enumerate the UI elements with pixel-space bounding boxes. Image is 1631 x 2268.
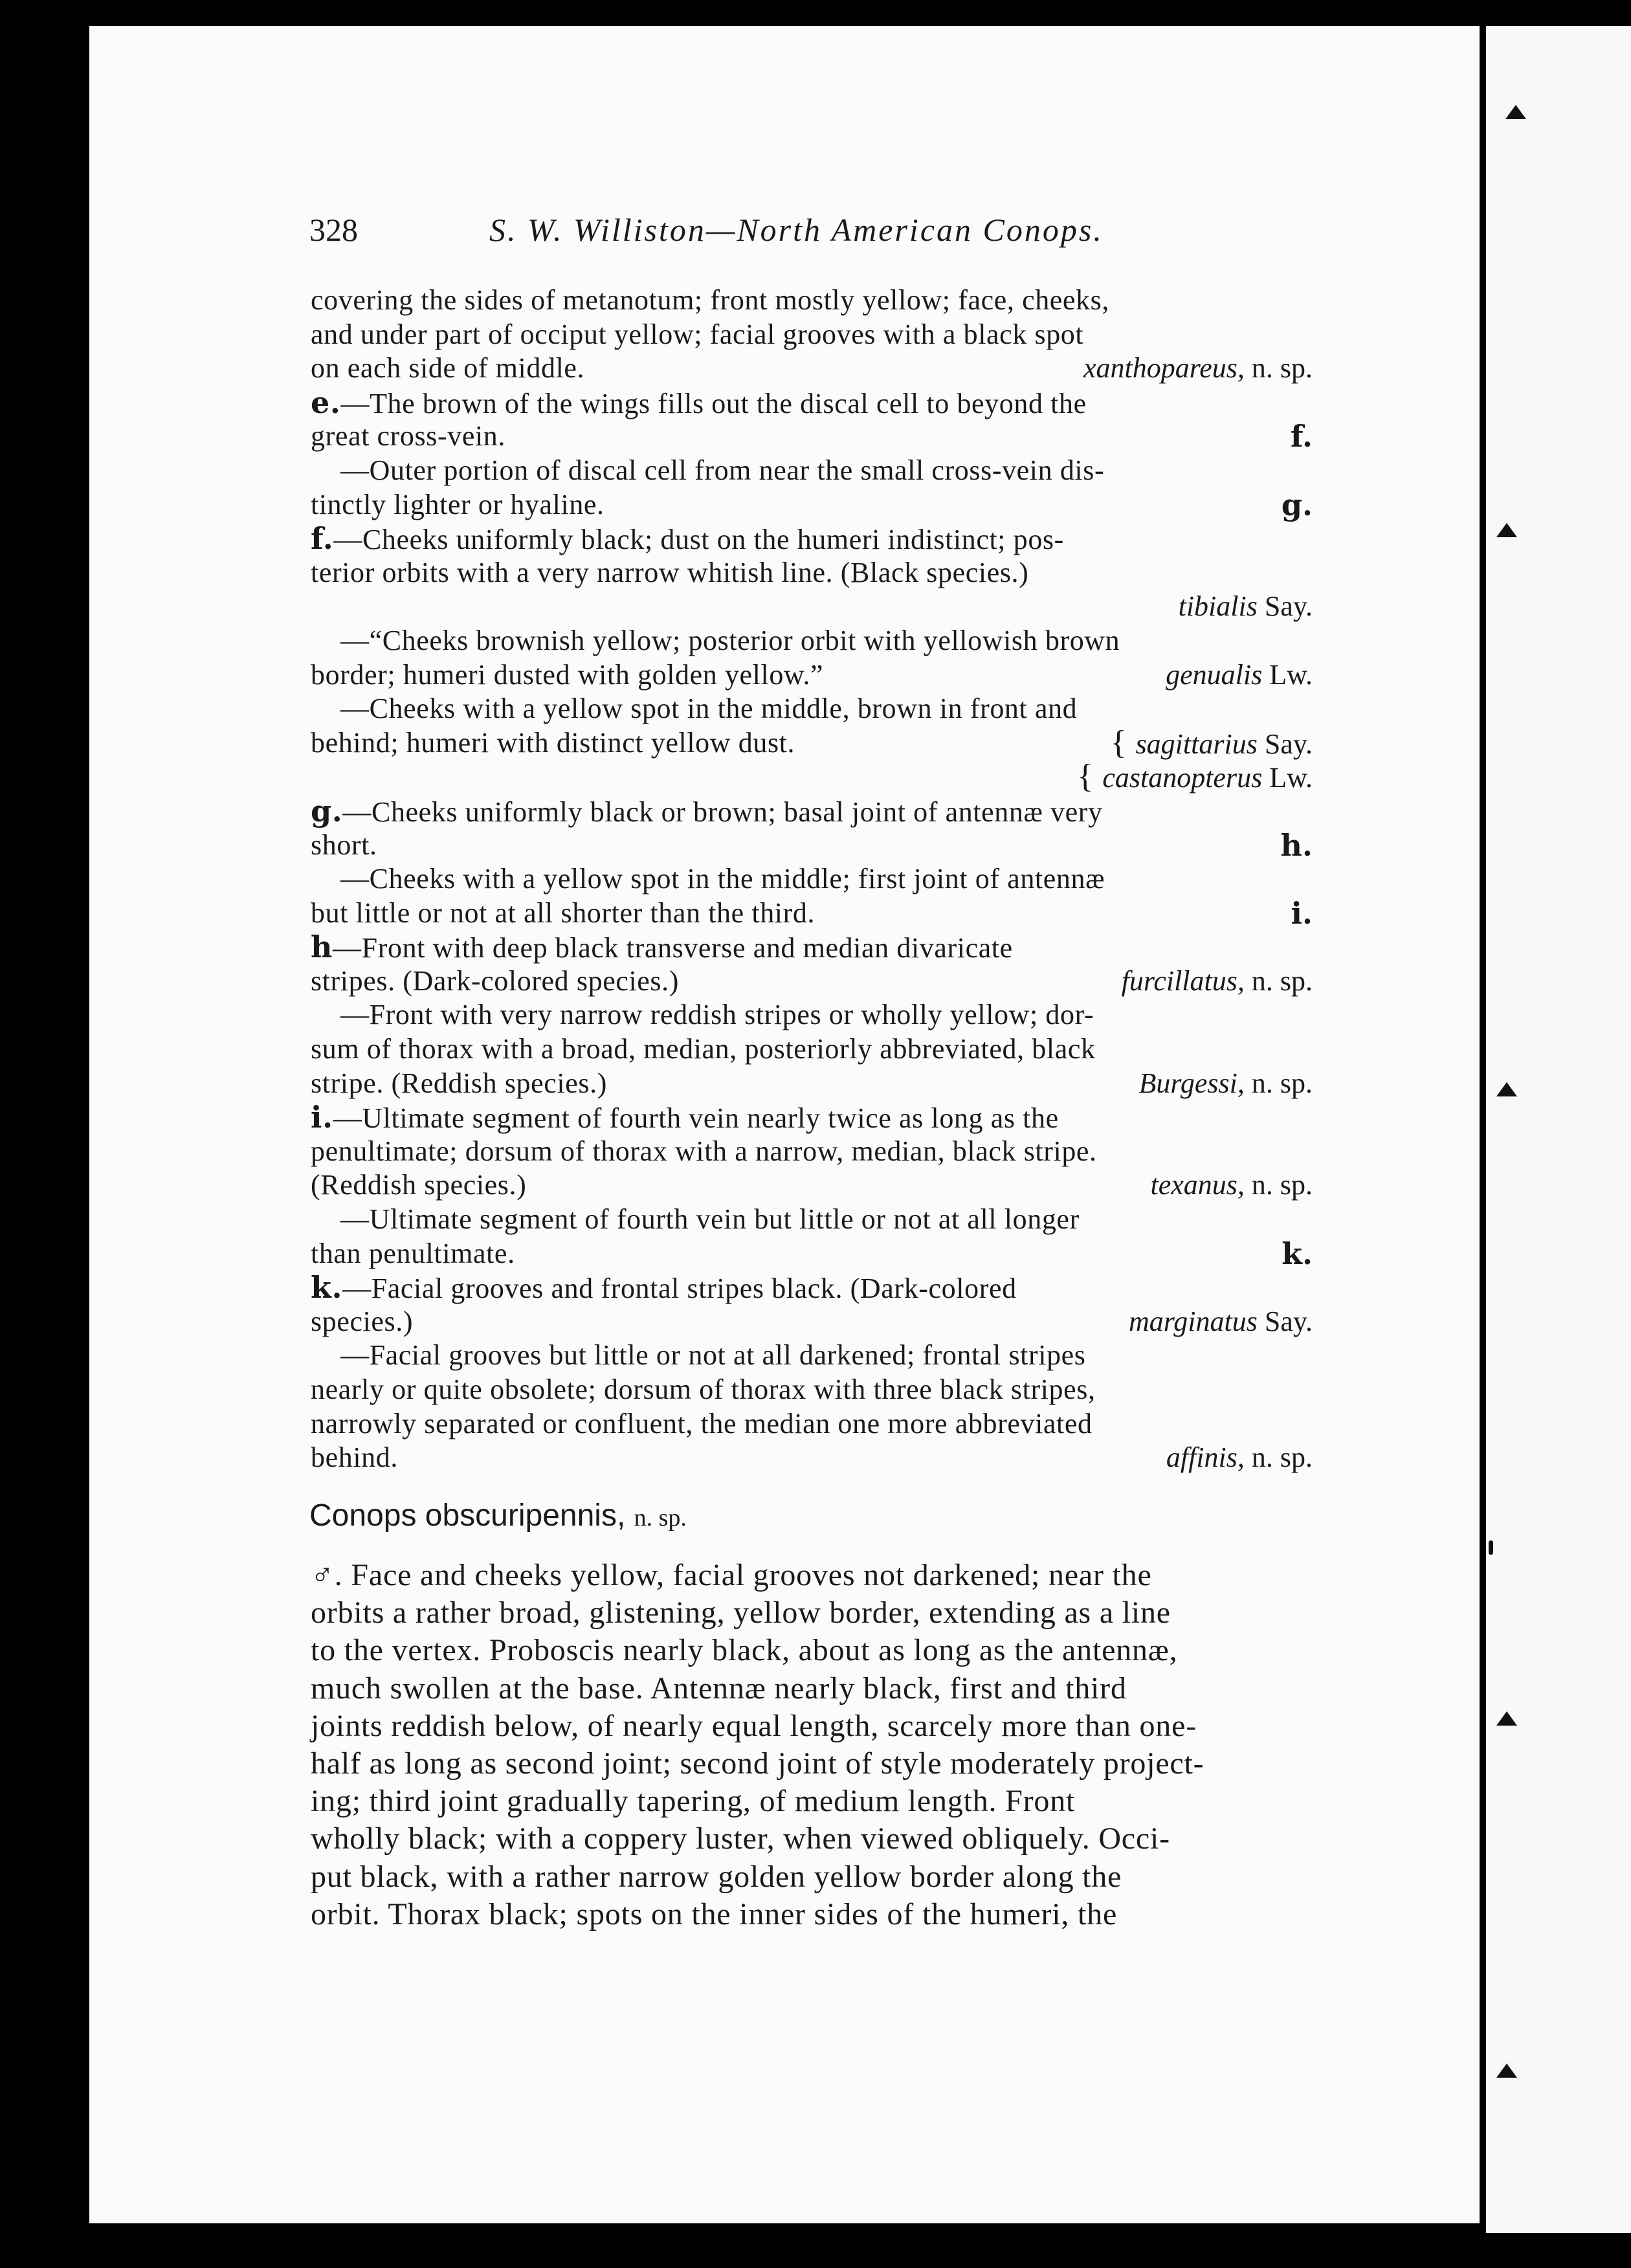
key-line-result bbox=[1129, 1305, 1313, 1339]
description-line bbox=[311, 1707, 1313, 1745]
key-line-text bbox=[311, 1100, 1059, 1136]
key-line bbox=[311, 1203, 1313, 1237]
key-line-result bbox=[1291, 419, 1313, 455]
key-line bbox=[311, 1032, 1313, 1067]
key-target-label: g. bbox=[1281, 487, 1313, 522]
key-line bbox=[311, 760, 1313, 794]
key-line-result bbox=[1166, 1441, 1313, 1475]
key-line bbox=[311, 590, 1313, 624]
description-line-text: ing; third joint gradually tapering, of medium length. Front bbox=[311, 1784, 1076, 1819]
key-line-body: —“Cheeks brownish yellow; posterior orbit with yellowish brown bbox=[340, 624, 1120, 656]
description-line-text: orbit. Thorax black; spots on the inner sides of the humeri, the bbox=[311, 1896, 1118, 1931]
key-line-text bbox=[311, 1237, 515, 1271]
species-name: Conops obscuripennis, bbox=[309, 1498, 626, 1533]
key-line-result bbox=[1139, 1067, 1313, 1101]
key-line-body: than penultimate. bbox=[311, 1237, 515, 1269]
key-line-body: —Cheeks with a yellow spot in the middle; first joint of antennæ bbox=[340, 863, 1105, 895]
key-line-body: and under part of occiput yellow; facial grooves with a black spot bbox=[311, 318, 1084, 350]
key-line-body: —Outer portion of discal cell from near the small cross-vein dis- bbox=[340, 454, 1105, 486]
running-title: S. W. Williston—North American Conops. bbox=[489, 212, 1104, 248]
key-line-text bbox=[311, 658, 823, 693]
key-line bbox=[311, 1237, 1313, 1271]
description-line-text: half as long as second joint; second joint of style moderately project- bbox=[311, 1746, 1204, 1781]
key-line bbox=[311, 862, 1313, 896]
key-target-label: k. bbox=[1282, 1236, 1313, 1271]
description-line bbox=[311, 1896, 1313, 1933]
key-line-text bbox=[311, 1271, 1017, 1306]
key-line bbox=[311, 1339, 1313, 1373]
key-line bbox=[311, 1135, 1313, 1169]
key-line-text bbox=[311, 351, 584, 386]
brace-glyph: { bbox=[1110, 724, 1127, 761]
key-line-body: —Front with very narrow reddish stripes or wholly yellow; dor- bbox=[340, 999, 1094, 1031]
key-line bbox=[311, 1271, 1313, 1305]
key-line bbox=[311, 1168, 1313, 1203]
key-line-text bbox=[311, 488, 605, 522]
description-line bbox=[311, 1594, 1313, 1632]
species-reference: sagittarius Say. bbox=[1135, 728, 1313, 760]
key-line bbox=[311, 828, 1313, 863]
key-line-text bbox=[311, 1135, 1097, 1169]
key-line bbox=[311, 522, 1313, 556]
key-line bbox=[311, 488, 1313, 522]
key-line bbox=[311, 556, 1313, 590]
key-line-body: behind; humeri with distinct yellow dust. bbox=[311, 726, 795, 759]
key-line bbox=[311, 726, 1313, 761]
key-line-result bbox=[1083, 351, 1313, 386]
key-line-body: species.) bbox=[311, 1305, 414, 1337]
key-line-body: —Facial grooves and frontal stripes black. (Dark-colored bbox=[342, 1273, 1017, 1305]
key-line bbox=[311, 930, 1313, 964]
key-line-body: —Ultimate segment of fourth vein nearly twice as long as the bbox=[333, 1102, 1059, 1135]
key-line-body: —Cheeks uniformly black; dust on the humeri indistinct; pos- bbox=[333, 524, 1064, 556]
margin-mark-icon bbox=[1496, 1082, 1517, 1096]
page-number: 328 bbox=[309, 212, 358, 248]
description-line bbox=[311, 1557, 1313, 1594]
key-line-result bbox=[1281, 828, 1313, 864]
key-line-text bbox=[340, 862, 1105, 896]
species-reference: affinis, n. sp. bbox=[1166, 1441, 1313, 1474]
key-line-body: —Cheeks uniformly black or brown; basal joint of antennæ very bbox=[342, 795, 1103, 828]
species-reference: furcillatus, n. sp. bbox=[1121, 964, 1313, 997]
description-line bbox=[311, 1745, 1313, 1783]
key-line-body: —The brown of the wings fills out the discal cell to beyond the bbox=[340, 387, 1087, 419]
key-line-body: tinctly lighter or hyaline. bbox=[311, 488, 605, 520]
key-couplet-label: i. bbox=[311, 1100, 333, 1135]
description-line-text: orbits a rather broad, glistening, yellow border, extending as a line bbox=[311, 1595, 1171, 1630]
key-line-text bbox=[311, 1032, 1096, 1067]
key-line-text bbox=[311, 794, 1103, 830]
key-line-result bbox=[1282, 488, 1313, 524]
key-line-result bbox=[1282, 1237, 1313, 1273]
species-reference: genualis Lw. bbox=[1166, 658, 1313, 691]
key-line-body: (Reddish species.) bbox=[311, 1169, 527, 1201]
species-reference: texanus, n. sp. bbox=[1150, 1169, 1313, 1201]
key-line bbox=[311, 386, 1313, 420]
key-line-text bbox=[311, 1407, 1093, 1441]
key-line bbox=[311, 896, 1313, 931]
description-line bbox=[311, 1858, 1313, 1896]
key-line bbox=[311, 692, 1313, 726]
key-line bbox=[311, 284, 1313, 318]
key-couplet-label: f. bbox=[311, 521, 334, 557]
key-line bbox=[311, 1407, 1313, 1441]
key-couplet-label: e. bbox=[311, 384, 341, 420]
key-line-body: penultimate; dorsum of thorax with a narrow, median, black stripe. bbox=[311, 1135, 1097, 1167]
species-suffix: n. sp. bbox=[634, 1504, 687, 1531]
key-line bbox=[311, 624, 1313, 658]
key-line-result bbox=[1291, 896, 1313, 932]
key-line-text bbox=[311, 1441, 398, 1475]
key-line-text bbox=[311, 284, 1109, 318]
description-line bbox=[311, 1783, 1313, 1820]
key-target-label: f. bbox=[1290, 419, 1313, 454]
description-line bbox=[311, 1670, 1313, 1707]
key-line bbox=[311, 964, 1313, 999]
key-line-result bbox=[1111, 726, 1313, 762]
key-line-text bbox=[311, 828, 377, 863]
key-line-text bbox=[311, 930, 1013, 966]
description-line-text: to the vertex. Proboscis nearly black, about as long as the antennæ, bbox=[311, 1633, 1178, 1668]
key-line-result bbox=[1166, 658, 1313, 693]
running-head bbox=[309, 210, 1345, 249]
description-line-text: joints reddish below, of nearly equal length, scarcely more than one- bbox=[311, 1708, 1197, 1743]
description-line bbox=[311, 1820, 1313, 1858]
margin-mark-icon bbox=[1496, 1711, 1517, 1726]
key-line-body: —Facial grooves but little or not at all darkened; frontal stripes bbox=[340, 1339, 1086, 1372]
key-line bbox=[311, 351, 1313, 386]
key-line bbox=[311, 419, 1313, 454]
key-line-text bbox=[340, 1339, 1086, 1373]
adjacent-page-edge bbox=[1486, 26, 1631, 2233]
key-line-text bbox=[340, 454, 1104, 488]
margin-mark-icon bbox=[1496, 2063, 1517, 2078]
species-description bbox=[311, 1557, 1313, 1933]
key-line-text bbox=[340, 624, 1120, 658]
key-line-result bbox=[1122, 964, 1313, 999]
key-line-body: —Cheeks with a yellow spot in the middle, brown in front and bbox=[340, 693, 1078, 725]
key-line-body: behind. bbox=[311, 1441, 398, 1474]
key-line bbox=[311, 1441, 1313, 1475]
species-reference: xanthopareus, n. sp. bbox=[1083, 352, 1313, 384]
key-line-text bbox=[311, 556, 1028, 590]
key-line-body: short. bbox=[311, 828, 377, 861]
key-line bbox=[311, 658, 1313, 693]
key-line-body: great cross-vein. bbox=[311, 420, 505, 452]
identification-key bbox=[311, 284, 1313, 1475]
key-line-body: nearly or quite obsolete; dorsum of thorax with three black stripes, bbox=[311, 1373, 1096, 1405]
key-line-body: but little or not at all shorter than the third. bbox=[311, 896, 816, 929]
key-line bbox=[311, 1305, 1313, 1339]
key-line-text bbox=[340, 692, 1077, 726]
key-line-body: terior orbits with a very narrow whitish line. (Black species.) bbox=[311, 556, 1029, 588]
key-line-text bbox=[311, 896, 815, 931]
description-line-text: put black, with a rather narrow golden yellow border along the bbox=[311, 1859, 1122, 1894]
margin-mark-icon bbox=[1505, 105, 1526, 119]
species-heading bbox=[309, 1498, 687, 1533]
key-target-label: i. bbox=[1291, 895, 1313, 931]
key-line-body: narrowly separated or confluent, the median one more abbreviated bbox=[311, 1407, 1093, 1440]
key-line-result bbox=[1179, 590, 1313, 624]
key-line bbox=[311, 1067, 1313, 1101]
key-line-text bbox=[311, 1373, 1096, 1407]
key-line-text bbox=[340, 1203, 1080, 1237]
key-couplet-label: g. bbox=[311, 793, 343, 828]
key-line-body: sum of thorax with a broad, median, posteriorly abbreviated, black bbox=[311, 1033, 1096, 1065]
species-reference: tibialis Say. bbox=[1178, 590, 1313, 623]
margin-tick-icon bbox=[1489, 1540, 1493, 1555]
description-line bbox=[311, 1632, 1313, 1669]
key-line-body: covering the sides of metanotum; front mostly yellow; face, cheeks, bbox=[311, 284, 1109, 316]
key-line-body: —Ultimate segment of fourth vein but little or not at all longer bbox=[340, 1203, 1080, 1236]
species-reference: castanopterus Lw. bbox=[1102, 762, 1313, 794]
key-line-text bbox=[311, 522, 1064, 557]
key-line-body: border; humeri dusted with golden yellow.” bbox=[311, 658, 824, 691]
key-line-text bbox=[311, 386, 1087, 421]
key-line bbox=[311, 318, 1313, 352]
key-line-text bbox=[311, 726, 795, 761]
key-line-body: —Front with deep black transverse and median divaricate bbox=[333, 932, 1013, 964]
key-line bbox=[311, 998, 1313, 1032]
description-line-text: much swollen at the base. Antennæ nearly black, first and third bbox=[311, 1671, 1127, 1706]
species-reference: Burgessi, n. sp. bbox=[1138, 1067, 1313, 1099]
brace-glyph: { bbox=[1077, 758, 1094, 795]
key-line bbox=[311, 1100, 1313, 1135]
key-line-result bbox=[1150, 1168, 1313, 1203]
key-line bbox=[311, 794, 1313, 828]
species-reference: marginatus Say. bbox=[1129, 1305, 1313, 1337]
key-couplet-label: k. bbox=[311, 1270, 343, 1306]
description-line-text: wholly black; with a coppery luster, when viewed obliquely. Occi- bbox=[311, 1821, 1170, 1856]
key-line bbox=[311, 454, 1313, 488]
key-line-text bbox=[311, 318, 1083, 352]
key-line-text bbox=[311, 1067, 607, 1101]
key-line-text bbox=[340, 998, 1094, 1032]
key-line-result bbox=[1077, 760, 1313, 795]
key-line-body: stripes. (Dark-colored species.) bbox=[311, 964, 679, 997]
key-line-text bbox=[311, 1168, 526, 1203]
key-line bbox=[311, 1373, 1313, 1407]
key-target-label: h. bbox=[1280, 827, 1313, 863]
key-line-body: stripe. (Reddish species.) bbox=[311, 1067, 607, 1099]
key-line-text bbox=[311, 419, 505, 454]
key-line-body: on each side of middle. bbox=[311, 352, 585, 384]
key-couplet-label: h bbox=[311, 929, 333, 965]
margin-mark-icon bbox=[1496, 523, 1517, 537]
description-line-text: ♂. Face and cheeks yellow, facial grooves not darkened; near the bbox=[311, 1558, 1152, 1592]
key-line-text bbox=[311, 1305, 413, 1339]
key-line-text bbox=[311, 964, 679, 999]
